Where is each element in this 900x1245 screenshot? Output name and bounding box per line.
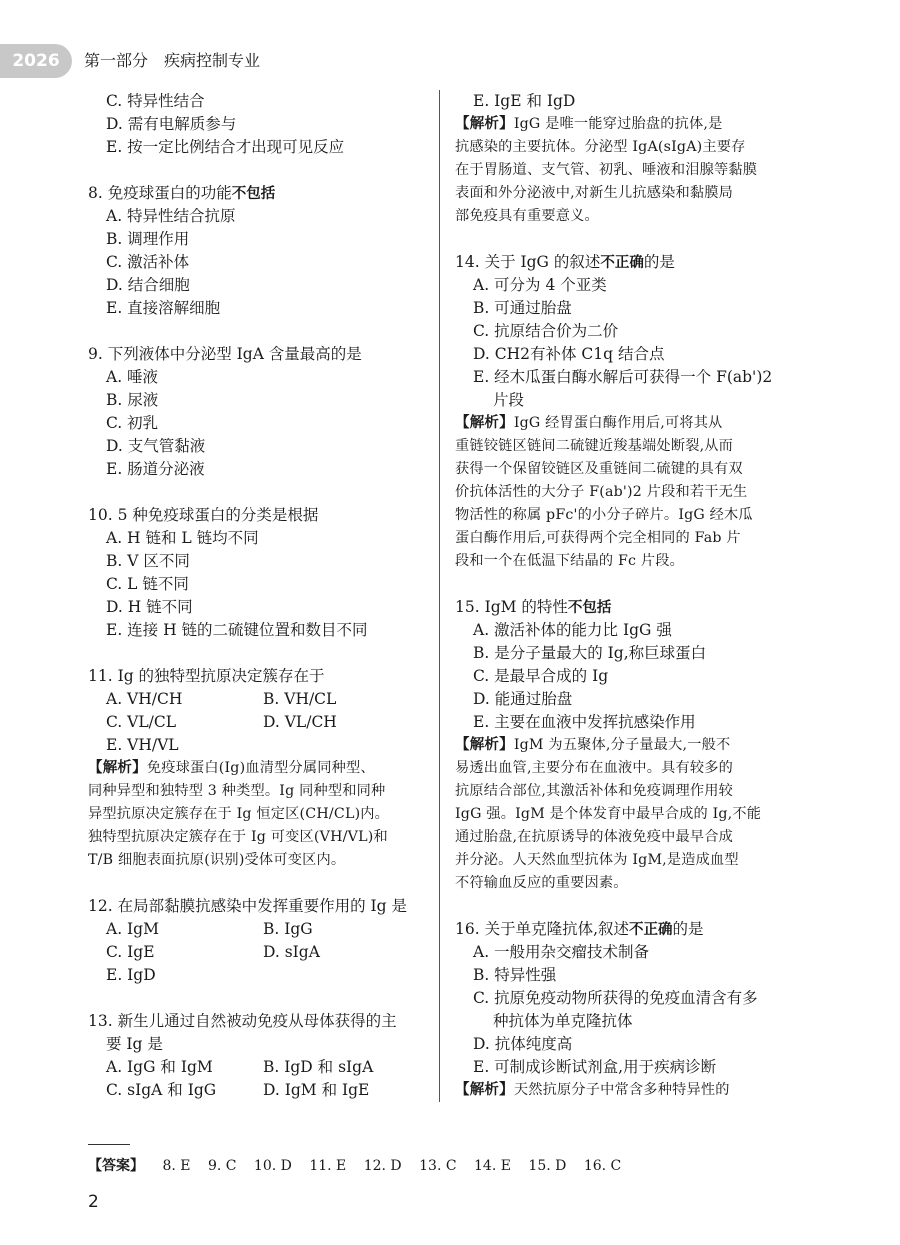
explanation-line: T/B 细胞表面抗原(识别)受体可变区内。 [88,852,346,868]
option: B. V 区不同 [106,552,190,570]
answer-item: 11. E [309,1158,347,1174]
explanation-line: 在于胃肠道、支气管、初乳、唾液和泪腺等黏膜 [455,162,758,178]
option: E. 连接 H 链的二硫键位置和数目不同 [106,621,368,639]
option: C. 激活补体 [106,253,190,271]
explanation-line: 并分泌。人天然血型抗体为 IgM,是造成血型 [455,852,739,868]
section-title: 第一部分 疾病控制专业 [84,51,261,70]
question-13-stem: 13. 新生儿通过自然被动免疫从母体获得的主 [88,1012,397,1030]
explanation-line: 【解析】免疫球蛋白(Ig)血清型分属同种型、 [88,760,375,776]
right-column [455,90,805,1102]
question-8-stem: 8. 免疫球蛋白的功能不包括 [88,184,276,202]
answer-item: 9. C [207,1158,237,1174]
option: B. 特异性强 [473,966,557,984]
explanation-line: 同种异型和独特型 3 种类型。Ig 同种型和同种 [88,783,386,799]
option: D. 能通过胎盘 [473,690,573,708]
question-12-stem: 12. 在局部黏膜抗感染中发挥重要作用的 Ig 是 [88,897,407,915]
question-13-stem-cont: 要 Ig 是 [106,1035,163,1053]
option: B. VH/CL [263,690,337,708]
footnote-rule [88,1144,130,1145]
option: C. IgE [106,943,155,961]
explanation-line: 表面和外分泌液中,对新生儿抗感染和黏膜局 [455,185,734,201]
option: C. VL/CL [106,713,177,731]
explanation-line: 易透出血管,主要分布在血液中。具有较多的 [455,760,734,776]
explanation-line: 物活性的称属 pFc'的小分子碎片。IgG 经木瓜 [455,507,753,523]
option: B. IgG [263,920,313,938]
option: E. 经木瓜蛋白酶水解后可获得一个 F(ab')2 [473,368,773,386]
option: C. 抗原结合价为二价 [473,322,619,340]
answer-item: 15. D [528,1158,567,1174]
option: D. 结合细胞 [106,276,190,294]
explanation-line: 重链铰链区链间二硫键近羧基端处断裂,从而 [455,438,734,454]
option: D. VL/CH [263,713,337,731]
option: A. IgM [106,920,159,938]
explanation-line: 不符输血反应的重要因素。 [455,875,628,891]
explanation-line: 抗原结合部位,其激活补体和免疫调理作用较 [455,783,734,799]
option: E. 主要在血液中发挥抗感染作用 [473,713,696,731]
question-10-stem: 10. 5 种免疫球蛋白的分类是根据 [88,506,319,524]
option: E. VH/VL [106,736,179,754]
left-column [88,90,430,1102]
option: C. 初乳 [106,414,159,432]
option: A. 特异性结合抗原 [106,207,236,225]
option: D. CH2有补体 C1q 结合点 [473,345,665,363]
page-number: 2 [88,1192,99,1212]
option: C. 是最早合成的 Ig [473,667,609,685]
option: C. sIgA 和 IgG [106,1081,217,1099]
explanation-line: 价抗体活性的大分子 F(ab')2 片段和若干无生 [455,484,748,500]
option: D. 需有电解质参与 [106,115,237,133]
option: B. IgD 和 sIgA [263,1058,374,1076]
option: E. IgE 和 IgD [473,92,576,110]
answer-item: 10. D [253,1158,292,1174]
option: B. 尿液 [106,391,159,409]
option-row [88,711,430,734]
option-row [88,1056,430,1079]
option: C. L 链不同 [106,575,189,593]
option-cont: 种抗体为单克隆抗体 [493,1012,633,1030]
explanation-line: 通过胎盘,在抗原诱导的体液免疫中最早合成 [455,829,734,845]
option: A. 唾液 [106,368,159,386]
option: C. 特异性结合 [106,92,205,110]
option: D. 抗体纯度高 [473,1035,573,1053]
question-9-stem: 9. 下列液体中分泌型 IgA 含量最高的是 [88,345,362,363]
explanation-line: 获得一个保留铰链区及重链间二硫键的具有双 [455,461,743,477]
question-16-stem: 16. 关于单克隆抗体,叙述不正确的是 [455,920,704,938]
option: D. 支气管黏液 [106,437,206,455]
explanation-line: 抗感染的主要抗体。分泌型 IgA(sIgA)主要存 [455,139,746,155]
option: A. IgG 和 IgM [106,1058,213,1076]
answer-item: 13. C [419,1158,457,1174]
option: D. IgM 和 IgE [263,1081,370,1099]
question-15-stem: 15. IgM 的特性不包括 [455,598,612,616]
option: D. sIgA [263,943,320,961]
option: E. 按一定比例结合才出现可见反应 [106,138,345,156]
option: A. VH/CH [106,690,183,708]
option: E. IgD [106,966,156,984]
option: A. H 链和 L 链均不同 [106,529,259,547]
year-badge: 2026 [0,44,72,78]
answer-item: 16. C [583,1158,622,1174]
option: A. 激活补体的能力比 IgG 强 [473,621,672,639]
option: A. 一般用杂交瘤技术制备 [473,943,650,961]
explanation-line: IgG 强。IgM 是个体发育中最早合成的 Ig,不能 [455,806,762,822]
option: B. 可通过胎盘 [473,299,572,317]
explanation-line: 段和一个在低温下结晶的 Fc 片段。 [455,553,685,569]
explanation-line: 【解析】天然抗原分子中常含多种特异性的 [455,1082,730,1098]
option: D. H 链不同 [106,598,193,616]
option: C. 抗原免疫动物所获得的免疫血清含有多 [473,989,758,1007]
explanation-line: 【解析】IgG 是唯一能穿过胎盘的抗体,是 [455,116,723,132]
question-14-stem: 14. 关于 IgG 的叙述不正确的是 [455,253,675,271]
option-row [88,941,430,964]
explanation-line: 蛋白酶作用后,可获得两个完全相同的 Fab 片 [455,530,741,546]
option-row [88,918,430,941]
question-11-stem: 11. Ig 的独特型抗原决定簇存在于 [88,667,325,685]
option-row [88,1079,430,1102]
explanation-line: 部免疫具有重要意义。 [455,208,599,224]
option-cont: 片段 [493,391,525,409]
answer-label: 【答案】 [88,1158,144,1174]
option-row [88,688,430,711]
answer-item: 8. E [162,1158,191,1174]
answer-item: 14. E [474,1158,511,1174]
column-divider [439,90,440,1102]
explanation-line: 【解析】IgG 经胃蛋白酶作用后,可将其从 [455,415,723,431]
option: A. 可分为 4 个亚类 [473,276,607,294]
option: E. 可制成诊断试剂盒,用于疾病诊断 [473,1058,717,1076]
answer-key [88,1155,634,1177]
explanation-line: 【解析】IgM 为五聚体,分子量最大,一般不 [455,737,731,753]
option: E. 直接溶解细胞 [106,299,221,317]
option: B. 是分子量最大的 Ig,称巨球蛋白 [473,644,707,662]
explanation-line: 独特型抗原决定簇存在于 Ig 可变区(VH/VL)和 [88,829,388,845]
answer-item: 12. D [363,1158,402,1174]
option: B. 调理作用 [106,230,190,248]
explanation-line: 异型抗原决定簇存在于 Ig 恒定区(CH/CL)内。 [88,806,390,822]
option: E. 肠道分泌液 [106,460,205,478]
